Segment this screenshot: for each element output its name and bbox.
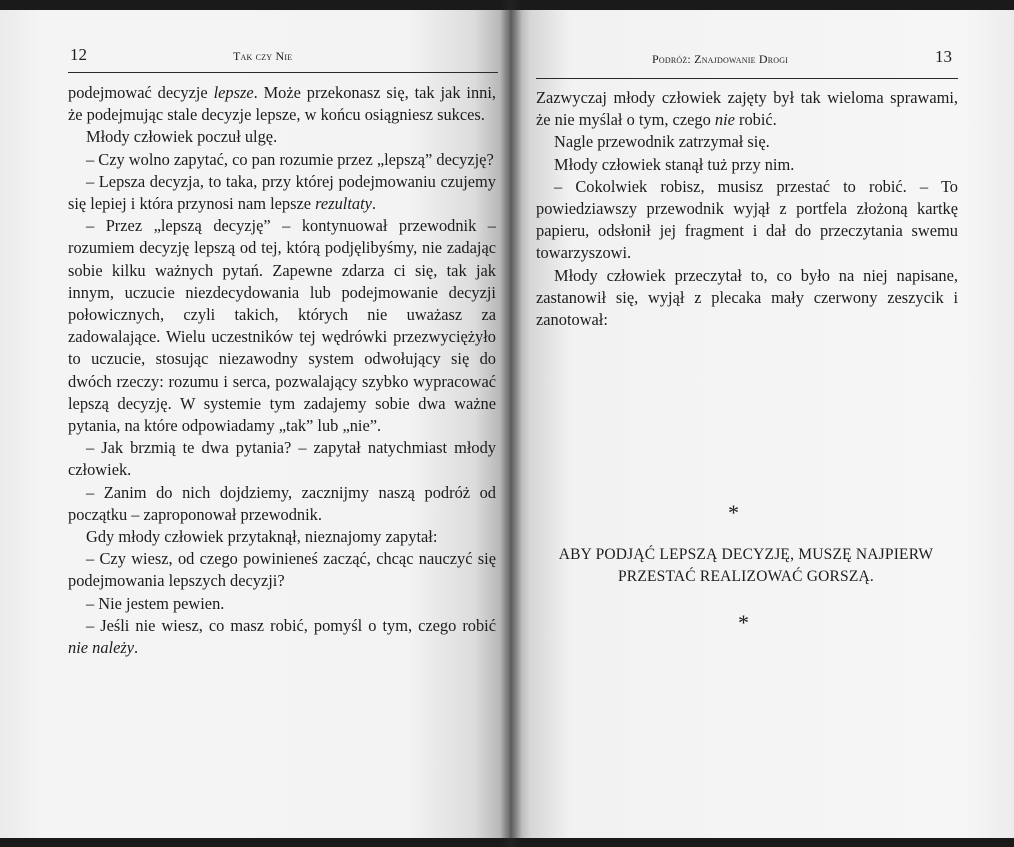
page-number: 12 (70, 45, 87, 64)
paragraph: – Przez „lepszą decyzję” – kontynuował przewodnik – rozumiem decyzję lepszą od tej, którą podjęlibyśmy, nie zadając sobie kilku ważnych pytań. Zapewne zdarza ci się, tak jak innym, uczucie niezdecydowania lub podejmowanie decyzji połowicznych, czyli takich, których nie uważasz za zadowalające. Wielu uczestników tej wędrówki przezwyciężyło to uczucie, stosując niezawodny system odwołujący się do dwóch rzeczy: rozumu i serca, pozwalający szybko wypracować lepszą decyzję. W systemie tym zadajemy sobie dwa ważne pytania, na które odpowiadamy „tak” lub „nie”. (68, 216, 496, 436)
paragraph: Młody człowiek przeczytał to, co było na niej napisane, zastanowił się, wyjął z plecaka mały czerwony zeszycik i zanotował: (536, 265, 958, 330)
paragraph: Nagle przewodnik zatrzymał się. (554, 132, 770, 152)
book-gutter-shadow (500, 0, 522, 847)
page-number: 13 (935, 47, 952, 66)
paragraph: Młody człowiek poczuł ulgę. (86, 127, 278, 147)
asterisk-ornament: * (738, 610, 749, 635)
right-page (510, 10, 1014, 838)
paragraph: podejmować decyzje lepsze. Może przekonasz się, tak jak inni, że podejmując stale decyzje lepsze, w końcu osiągniesz sukces. (68, 83, 496, 125)
paragraph: – Nie jestem pewien. (86, 593, 225, 613)
asterisk-ornament: * (728, 500, 739, 525)
paragraph: Młody człowiek stanął tuż przy nim. (554, 154, 795, 174)
running-head: Podróż: Znajdowanie Drogi (652, 52, 789, 66)
maxim-line: PRZESTAĆ REALIZOWAĆ GORSZĄ. (617, 568, 875, 585)
left-body-text (68, 82, 496, 659)
paragraph: Gdy młody człowiek przytaknął, nieznajomy zapytał: (86, 527, 438, 547)
paragraph: – Zanim do nich dojdziemy, zacznijmy naszą podróż od początku – zaproponował przewodnik. (68, 482, 496, 524)
paragraph: – Czy wiesz, od czego powinieneś zacząć, chcąc nauczyć się podejmowania lepszych decyzji? (68, 549, 496, 591)
left-page (0, 10, 510, 838)
maxim-text (530, 544, 962, 588)
paragraph: – Lepsza decyzja, to taka, przy której podejmowaniu czujemy się lepiej i która przynosi nam lepsze rezultaty. (68, 171, 496, 214)
paragraph: – Cokolwiek robisz, musisz przestać to robić. – To powiedziawszy przewodnik wyjął z portfela złożoną kartkę papieru, odsłonił jej fragment i dał do przeczytania swemu towarzyszowi. (536, 176, 958, 263)
right-body-text (536, 87, 958, 331)
header-rule (536, 78, 958, 79)
running-head: Tak czy Nie (233, 49, 293, 63)
paragraph: – Jeśli nie wiesz, co masz robić, pomyśl o tym, czego robić nie należy. (68, 615, 496, 658)
paragraph: Zazwyczaj młody człowiek zajęty był tak wieloma sprawami, że nie myślał o tym, czego nie robić. (536, 88, 958, 130)
header-rule (68, 72, 498, 73)
maxim-line: ABY PODJĄĆ LEPSZĄ DECYZJĘ, MUSZĘ NAJPIERW (558, 546, 934, 563)
paragraph: – Jak brzmią te dwa pytania? – zapytał natychmiast młody człowiek. (68, 438, 496, 480)
paragraph: – Czy wolno zapytać, co pan rozumie przez „lepszą” decyzję? (86, 149, 494, 169)
